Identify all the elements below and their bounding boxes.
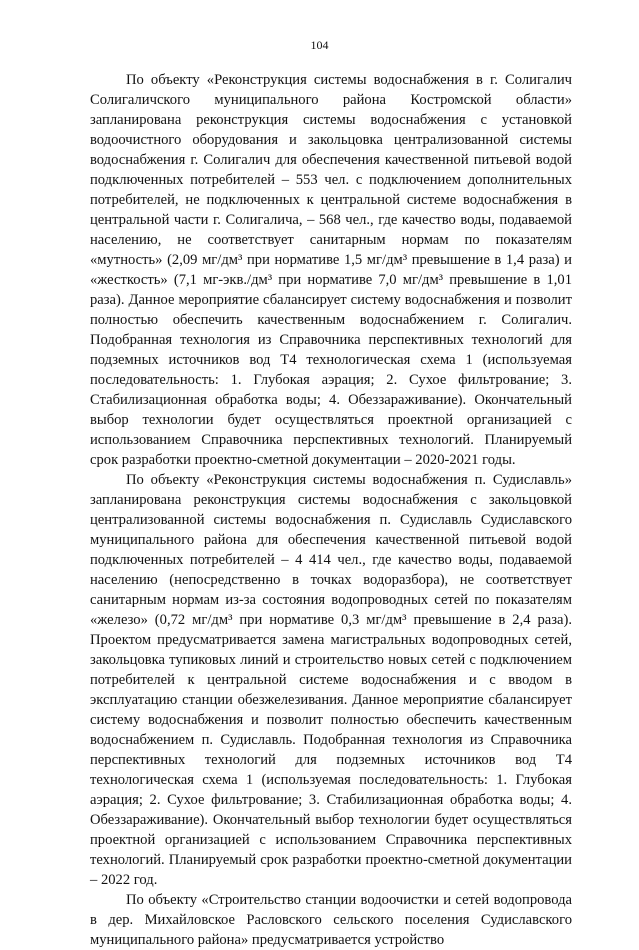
paragraph-soligalich: По объекту «Реконструкция системы водоснабжения в г. Солигалич Солигаличского муниципального района Костромской области» запланирована реконструкция системы водоснабжения с установкой водоочистного оборудования и закольцовка централизованной системы водоснабжения г. Солигалич для обеспечения качественной питьевой водой подключенных потребителей – 553 чел. с подключением дополнительных потребителей, не подключенных к центральной системе водоснабжения в центральной части г. Солигалича, – 568 чел., где качество воды, подаваемой населению, не соответствует санитарным нормам по показателям «мутность» (2,09 мг/дм³ при нормативе 1,5 мг/дм³ превышение в 1,4 раза) и «жесткость» (7,1 мг-экв./дм³ при нормативе 7,0 мг/дм³ превышение в 1,01 раза). Данное мероприятие сбалансирует систему водоснабжения и позволит полностью обеспечить качественным водоснабжением г. Солигалич. Подобранная технология из Справочника перспективных технологий для подземных источников вод Т4 технологическая схема 1 (используемая последовательность: 1. Глубокая аэрация; 2. Сухое фильтрование; 3. Стабилизационная обработка воды; 4. Обеззараживание). Окончательный выбор технологии будет осуществляться проектной организацией с использованием Справочника перспективных технологий. Планируемый срок разработки проектно-сметной документации – 2020-2021 годы. bbox=[90, 72, 572, 468]
document-body bbox=[90, 70, 572, 950]
paragraph-sudislavl: По объекту «Реконструкция системы водоснабжения п. Судиславль» запланирована реконструкция системы водоснабжения с закольцовкой централизованной системы водоснабжения п. Судиславль Судиславского муниципального района для обеспечения качественной питьевой водой подключенных потребителей – 4 414 чел., где качество воды, подаваемой населению (непосредственно в точках водоразбора), не соответствует санитарным нормам из-за состояния водопроводных сетей по показателям «железо» (0,72 мг/дм³ при нормативе 0,3 мг/дм³ превышение в 2,4 раза). Проектом предусматривается замена магистральных водопроводных сетей, закольцовка тупиковых линий и строительство новых сетей с подключением потребителей к центральной системе водоснабжения и с вводом в эксплуатацию станции обезжелезивания. Данное мероприятие сбалансирует систему водоснабжения и позволит полностью обеспечить качественным водоснабжением п. Судиславль. Подобранная технология из Справочника перспективных технологий для подземных источников вод Т4 технологическая схема 1 (используемая последовательность: 1. Глубокая аэрация; 2. Сухое фильтрование; 3. Стабилизационная обработка воды; 4. Обеззараживание). Окончательный выбор технологии будет осуществляться проектной организацией с использованием Справочника перспективных технологий. Планируемый срок разработки проектно-сметной документации – 2022 год. bbox=[90, 472, 572, 888]
paragraph-mikhailovskoe: По объекту «Строительство станции водоочистки и сетей водопровода в дер. Михайловское Расловского сельского поселения Судиславского муниципального района» предусматривается устройство bbox=[90, 892, 572, 948]
page-number: 104 bbox=[310, 38, 329, 52]
